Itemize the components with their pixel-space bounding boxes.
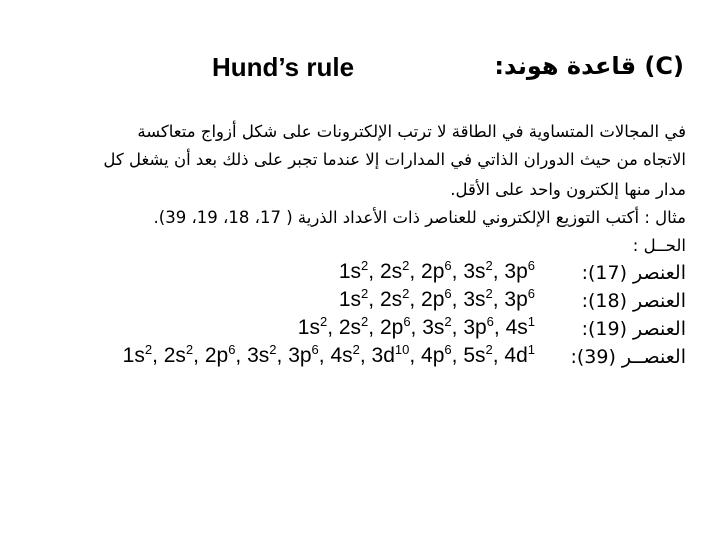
electron-count: 6	[444, 342, 452, 357]
electron-count: 6	[311, 342, 319, 357]
electron-count: 10	[394, 342, 410, 357]
orbital: 3d	[371, 344, 395, 367]
orbital: 5s	[463, 344, 486, 367]
element-19-config: $1s^2$, $2s^2$, $2p^6$, $3s^2$, $3p^6$, $4s^1$	[297, 314, 535, 339]
paragraph-line-1: في المجالات المتساوية في الطاقة لا ترتب الإلكترونات على شكل أزواج متعاكسة	[137, 122, 686, 141]
electron-count: 2	[485, 258, 493, 273]
orbital: 3s	[422, 316, 445, 339]
orbital: 1s	[338, 260, 362, 283]
element-19-label: العنصر (19):	[581, 318, 686, 340]
electron-count: 2	[444, 314, 452, 329]
orbital: 2s	[379, 260, 403, 283]
electron-count: 2	[269, 342, 277, 357]
electron-count: 2	[144, 342, 153, 357]
orbital: 4d	[504, 344, 528, 367]
orbital: 4s	[330, 344, 353, 367]
electron-count: 6	[228, 342, 236, 357]
orbital: 2s	[163, 344, 186, 367]
orbital: 3p	[463, 316, 487, 339]
solution-label: الحــل :	[632, 236, 686, 255]
orbital: 3s	[463, 288, 486, 311]
element-17-config: $1s^2$, $2s^2$, $2p^6$, $3s^2$, $3p^6$	[338, 258, 535, 283]
paragraph-line-2: الاتجاه من حيث الدوران الذاتي في المدارات إلا عندما تجبر على ذلك بعد أن يشغل كل	[103, 150, 686, 169]
orbital: 3s	[247, 344, 270, 367]
electron-count: 6	[444, 258, 452, 273]
paragraph-line-3: مدار منها إلكترون واحد على الأقل.	[450, 180, 686, 199]
electron-count: 2	[361, 314, 369, 329]
orbital: 3p	[504, 288, 528, 311]
electron-count: 2	[402, 258, 410, 273]
electron-count: 2	[402, 286, 410, 301]
electron-count: 2	[185, 342, 194, 357]
orbital: 2p	[421, 260, 445, 283]
orbital: 3p	[288, 344, 312, 367]
element-18-label: العنصر (18):	[581, 290, 686, 312]
electron-count: 1	[527, 342, 535, 357]
orbital: 4p	[421, 344, 445, 367]
electron-count: 2	[352, 342, 360, 357]
electron-count: 6	[527, 286, 535, 301]
electron-count: 6	[403, 314, 411, 329]
element-17-label: العنصر (17):	[581, 262, 686, 284]
electron-count: 6	[527, 258, 535, 273]
electron-count: 6	[444, 286, 452, 301]
orbital: 3s	[463, 260, 486, 283]
orbital: 2s	[338, 316, 362, 339]
electron-count: 1	[527, 314, 535, 329]
electron-count: 2	[485, 342, 493, 357]
orbital: 2s	[379, 288, 403, 311]
orbital: 1s	[122, 344, 145, 367]
electron-count: 2	[485, 286, 493, 301]
electron-count: 2	[319, 314, 328, 329]
electron-count: 2	[361, 258, 369, 273]
element-39-label: العنصــر (39):	[570, 346, 686, 368]
orbital: 4s	[505, 316, 528, 339]
electron-count: 2	[361, 286, 369, 301]
example-prompt: مثال : أكتب التوزيع الإلكتروني للعناصر ذات الأعداد الذرية ( 17، 18، 19، 39).	[153, 208, 686, 227]
title-arabic: (C) قاعدة هوند:	[494, 52, 684, 80]
electron-count: 6	[486, 314, 494, 329]
title-english: Hund’s rule	[212, 52, 355, 82]
orbital: 2p	[204, 344, 229, 367]
orbital: 2p	[379, 316, 404, 339]
orbital: 3p	[504, 260, 528, 283]
element-18-config: $1s^2$, $2s^2$, $2p^6$, $3s^2$, $3p^6$	[338, 286, 535, 311]
element-39-config: $1s^2$, $2s^2$, $2p^6$, $3s^2$, $3p^6$, $4s^2$, $3d^{10}$, $4p^6$, $5s^2$, $4d^1$	[122, 342, 535, 367]
orbital: 2p	[421, 288, 445, 311]
orbital: 1s	[338, 288, 362, 311]
orbital: 1s	[297, 316, 320, 339]
